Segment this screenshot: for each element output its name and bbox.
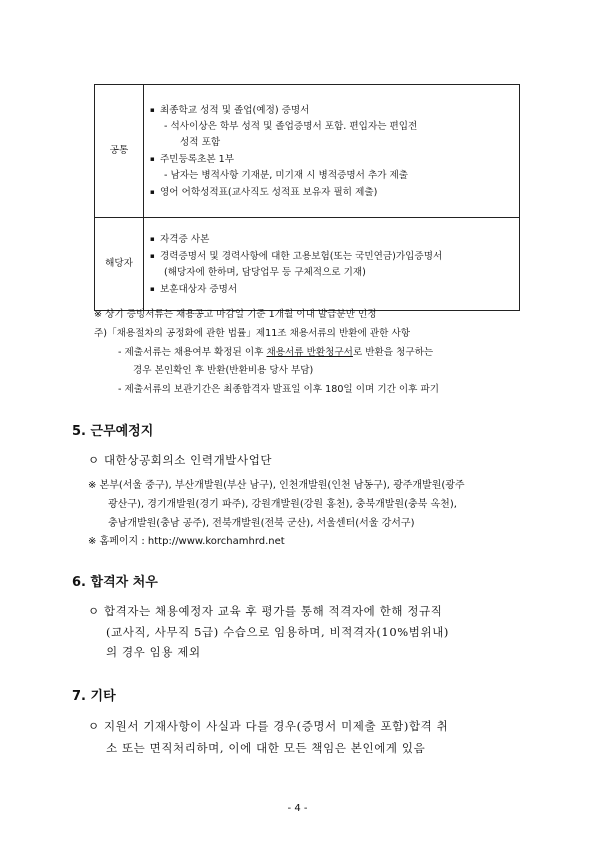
- list-item: ▪ 보훈대상자 증명서: [150, 281, 513, 298]
- return-form-name: 채용서류 반환청구서: [266, 347, 353, 358]
- note-retention: - 제출서류의 보관기간은 최종합격자 발표일 이후 180일 이며 기간 이후 파기: [118, 384, 440, 395]
- note-law: 주)「채용절차의 공정화에 관한 법률」제11조 채용서류의 반환에 관한 사항: [94, 328, 410, 339]
- section-7-line-1: ㅇ 지원서 기재사항이 사실과 다를 경우(증명서 미제출 포함)합격 취: [88, 719, 449, 733]
- section-5-branches-1: ※ 본부(서울 중구), 부산개발원(부산 남구), 인천개발원(인천 남동구), 광주개발원(광주: [88, 480, 465, 491]
- section-6-line-2: (교사직, 사무직 5급) 수습으로 임용하며, 비적격자(10%범위내): [106, 625, 450, 639]
- list-item: ▪ 최종학교 성적 및 졸업(예정) 증명서: [150, 102, 513, 119]
- section-6-heading: 6. 합격자 처우: [72, 575, 158, 590]
- common-documents-list: [144, 85, 520, 218]
- page-number: - 4 -: [287, 803, 308, 814]
- note-validity: ※ 상기 증빙서류는 채용공고 마감일 기준 1개월 이내 발급분만 인정: [94, 309, 377, 320]
- bullet-icon: ▪: [150, 105, 155, 114]
- section-5-homepage: ※ 홈페이지 : http://www.korchamhrd.net: [88, 536, 285, 547]
- target-documents-list: [144, 218, 520, 311]
- section-7-heading: 7. 기타: [72, 689, 116, 704]
- bullet-icon: ▪: [150, 251, 155, 260]
- section-5-branches-3: 충남개발원(충남 공주), 전북개발원(전북 군산), 서울센터(서울 강서구): [108, 518, 415, 529]
- list-subitem: - 석사이상은 학부 성적 및 졸업증명서 포함. 편입자는 편입전: [164, 120, 418, 132]
- list-item: ▪ 주민등록초본 1부: [150, 151, 513, 168]
- required-documents-table: [94, 84, 520, 311]
- section-6-line-1: ㅇ 합격자는 채용예정자 교육 후 평가를 통해 적격자에 한해 정규직: [88, 604, 443, 618]
- list-item: ▪ 자격증 사본: [150, 231, 513, 248]
- list-item: ▪ 경력증명서 및 경력사항에 대한 고용보험(또는 국민연금)가입증명서: [150, 248, 513, 265]
- list-subitem: - 남자는 병적사항 기재분, 미기재 시 병적증명서 추가 제출: [164, 169, 409, 181]
- table-row-target: [95, 218, 520, 311]
- table-row-common: [95, 85, 520, 218]
- bullet-icon: ▪: [150, 284, 155, 293]
- section-5-branches-2: 광산구), 경기개발원(경기 파주), 강원개발원(강원 홍천), 충북개발원(충북 옥천),: [108, 499, 457, 510]
- bullet-icon: ▪: [150, 154, 155, 163]
- section-5-workplace: ㅇ 대한상공회의소 인력개발사업단: [88, 453, 273, 467]
- category-target: 해당자: [95, 218, 144, 311]
- list-item-continuation: (해당자에 한하며, 담당업무 등 구체적으로 기재): [164, 266, 366, 278]
- section-7-line-2: 소 또는 면직처리하며, 이에 대한 모든 책임은 본인에게 있음: [106, 741, 426, 755]
- section-5-heading: 5. 근무예정지: [72, 424, 154, 439]
- bullet-icon: ▪: [150, 234, 155, 243]
- bullet-icon: ▪: [150, 187, 155, 196]
- category-common: 공통: [95, 85, 144, 218]
- note-return-continuation: 경우 본인확인 후 반환(반환비용 당사 부담): [133, 365, 314, 376]
- note-return: - 제출서류는 채용여부 확정된 이후 채용서류 반환청구서로 반환을 청구하는: [118, 347, 434, 358]
- list-subitem-continuation: 성적 포함: [180, 136, 221, 148]
- section-6-line-3: 의 경우 임용 제외: [106, 645, 201, 659]
- list-item: ▪ 영어 어학성적표(교사직도 성적표 보유자 필히 제출): [150, 184, 513, 201]
